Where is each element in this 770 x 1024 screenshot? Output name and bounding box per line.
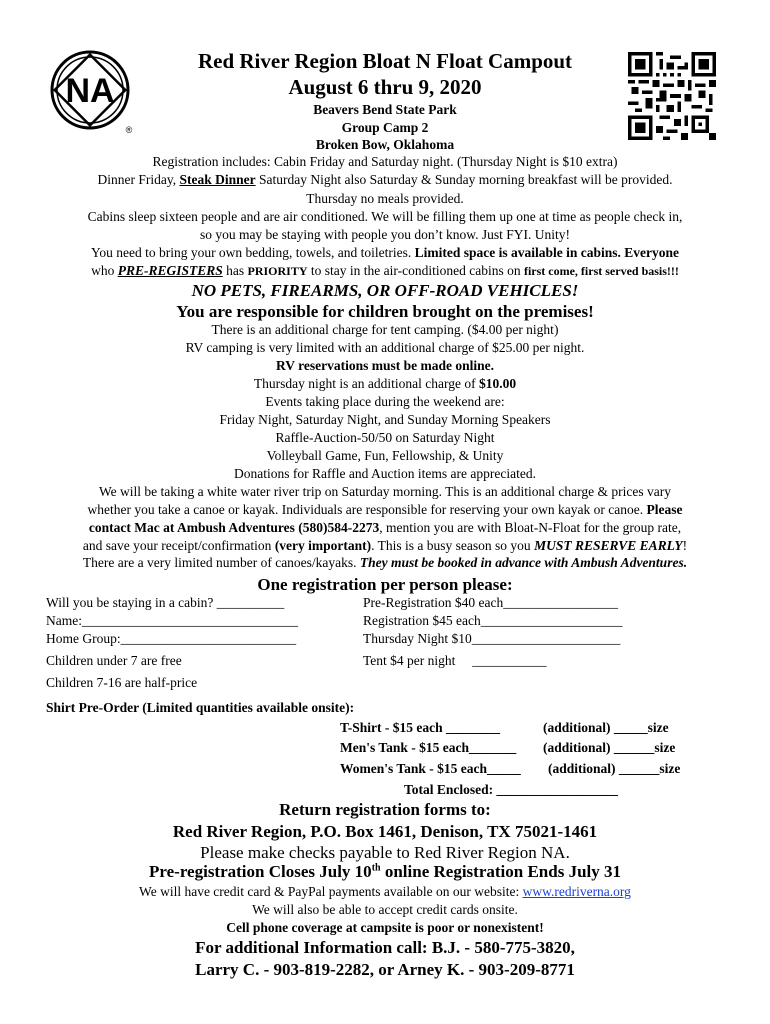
mens-tank-field[interactable]: Men's Tank - $15 each_______ — [340, 740, 517, 755]
event-volleyball: Volleyball Game, Fun, Fellowship, & Unity — [266, 448, 504, 463]
event-dates: August 6 thru 9, 2020 — [288, 75, 482, 99]
website-link[interactable]: www.redriverna.org — [522, 884, 631, 899]
contact-line-1: For additional Information call: B.J. - 580-775-3820, — [195, 938, 575, 957]
tent-field[interactable]: Tent $4 per night ___________ — [363, 653, 547, 668]
registration-field[interactable]: Registration $45 each_____________________ — [363, 613, 623, 628]
river-trip-1: We will be taking a white water river trip on Saturday morning. This is an additional charge & prices vary — [98, 484, 671, 499]
no-pets-warning: NO PETS, FIREARMS, OR OFF-ROAD VEHICLES! — [191, 281, 579, 300]
thursday-charge: Thursday night is an additional charge of $10.00 — [253, 376, 517, 391]
priority-line: who PRE-REGISTERS has PRIORITY to stay in the air-conditioned cabins on first come, first served basis!!! — [91, 263, 679, 278]
tent-charge: There is an additional charge for tent camping. ($4.00 per night) — [211, 322, 559, 337]
event-title: Red River Region Bloat N Float Campout — [197, 49, 573, 73]
city: Broken Bow, Oklahoma — [315, 137, 455, 152]
children-free: Children under 7 are free — [46, 653, 182, 668]
steak-dinner: Steak Dinner — [179, 172, 256, 187]
form-heading: One registration per person please: — [257, 575, 513, 594]
bring-bedding: You need to bring your own bedding, towels, and toiletries. Limited space is available in cabins. Everyone — [90, 245, 680, 260]
mailing-address: Red River Region, P.O. Box 1461, Denison, TX 75021-1461 — [172, 822, 598, 841]
home-group-field[interactable]: Home Group:__________________________ — [46, 631, 297, 646]
tshirt-field[interactable]: T-Shirt - $15 each ________ — [340, 720, 501, 735]
credit-card-line: We will have credit card & PayPal payments available on our website: www.redriverna.org — [139, 884, 631, 899]
registration-includes: Registration includes: Cabin Friday and Saturday night. (Thursday Night is $10 extra) — [152, 154, 618, 169]
river-trip-3: contact Mac at Ambush Adventures (580)584-2273, mention you are with Bloat-N-Float for the group rate, — [88, 520, 682, 535]
contact-line-2: Larry C. - 903-819-2282, or Arney K. - 903-209-8771 — [195, 960, 575, 979]
river-trip-4: and save your receipt/confirmation (very important). This is a busy season so you MUST RESERVE EARLY! — [82, 538, 688, 553]
tshirt-additional-field[interactable]: (additional) _____size — [543, 720, 669, 735]
registration-deadline: Pre-registration Closes July 10th online Registration Ends July 31 — [148, 862, 621, 881]
registered-mark: ® — [125, 125, 133, 134]
cell-coverage: Cell phone coverage at campsite is poor or nonexistent! — [226, 920, 544, 935]
thursday-night-field[interactable]: Thursday Night $10______________________ — [363, 631, 621, 646]
name-field[interactable]: Name:________________________________ — [46, 613, 298, 628]
cabins-line-2: so you may be staying with people you don’t know. Just FYI. Unity! — [199, 227, 571, 242]
group-camp: Group Camp 2 — [341, 120, 429, 135]
checks-payable: Please make checks payable to Red River Region NA. — [200, 843, 570, 862]
donations: Donations for Raffle and Auction items are appreciated. — [234, 466, 536, 481]
venue: Beavers Bend State Park — [313, 102, 457, 117]
pre-registration-field[interactable]: Pre-Registration $40 each_________________ — [363, 595, 618, 610]
rv-online: RV reservations must be made online. — [275, 358, 495, 373]
event-raffle: Raffle-Auction-50/50 on Saturday Night — [275, 430, 495, 445]
meals-line: Dinner Friday, Steak Dinner Saturday Night also Saturday & Sunday morning breakfast will be provided. — [97, 172, 673, 187]
womens-tank-field[interactable]: Women's Tank - $15 each_____ — [340, 761, 521, 776]
credit-onsite: We will also be able to accept credit cards onsite. — [252, 902, 518, 917]
shirt-heading: Shirt Pre-Order (Limited quantities available onsite): — [46, 700, 355, 715]
event-speakers: Friday Night, Saturday Night, and Sunday Morning Speakers — [219, 412, 551, 427]
cabin-field[interactable]: Will you be staying in a cabin? __________ — [46, 595, 285, 610]
river-trip-5: There are a very limited number of canoes/kayaks. They must be booked in advance with Ambush Adventures. — [82, 555, 688, 570]
womens-tank-additional-field[interactable]: (additional) ______size — [548, 761, 681, 776]
return-heading: Return registration forms to: — [279, 800, 491, 819]
mens-tank-additional-field[interactable]: (additional) ______size — [543, 740, 676, 755]
thursday-no-meals: Thursday no meals provided. — [306, 191, 464, 206]
children-half-price: Children 7-16 are half-price — [46, 675, 198, 690]
cabins-line: Cabins sleep sixteen people and are air conditioned. We will be filling them up one at time as people check in, — [87, 209, 683, 224]
total-enclosed-field[interactable]: Total Enclosed: __________________ — [404, 782, 619, 797]
logo-text: NA — [65, 72, 115, 110]
events-title: Events taking place during the weekend are: — [265, 394, 505, 409]
river-trip-2: whether you take a canoe or kayak. Individuals are responsible for reserving your own kayak or canoe. Please — [87, 502, 683, 517]
children-responsibility: You are responsible for children brought on the premises! — [176, 302, 594, 321]
rv-charge: RV camping is very limited with an additional charge of $25.00 per night. — [185, 340, 585, 355]
